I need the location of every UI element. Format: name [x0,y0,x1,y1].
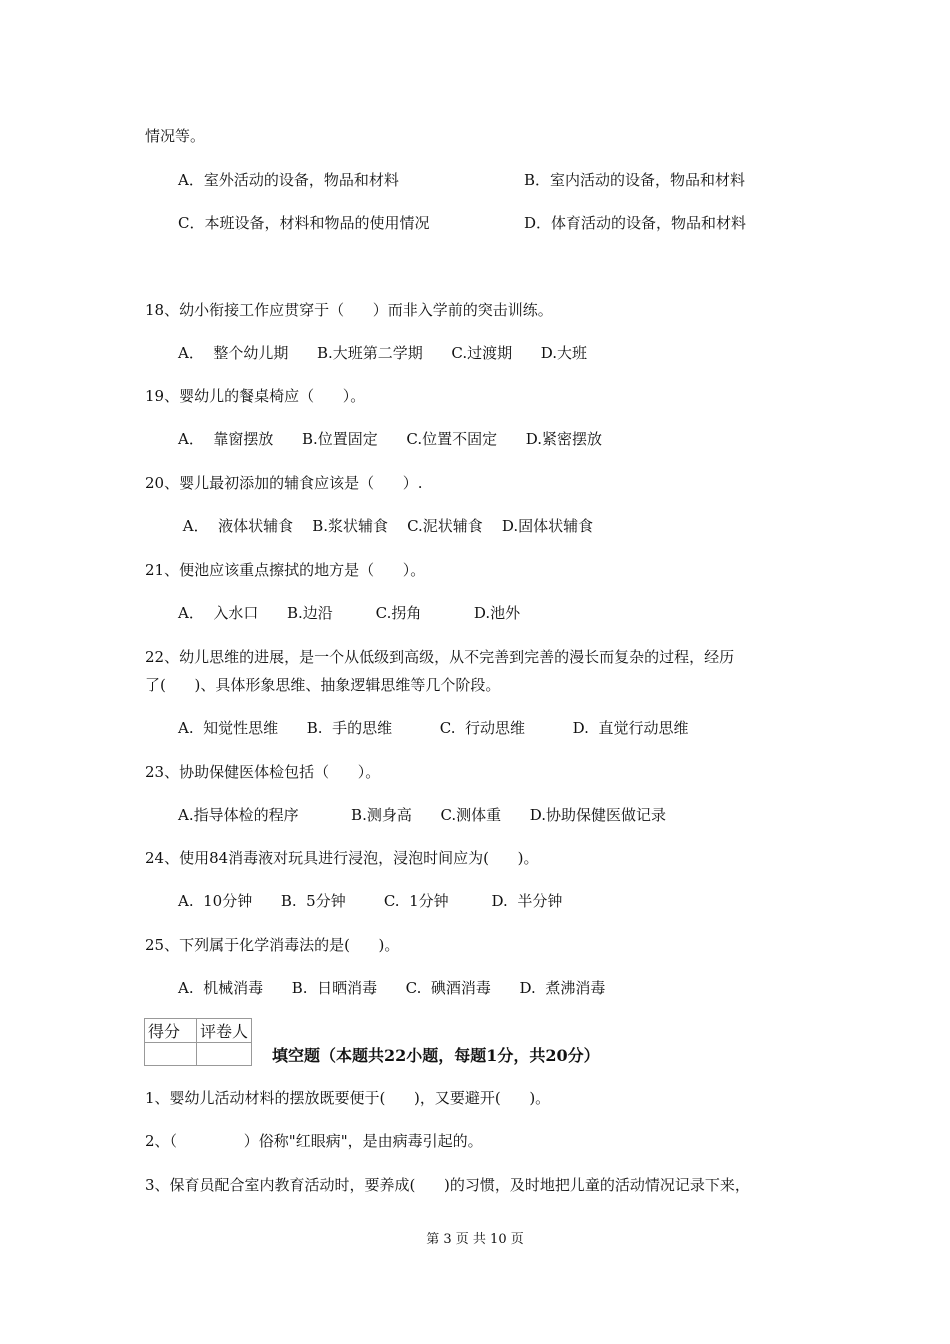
q19-options: A． 靠窗摆放 B.位置固定 C.位置不固定 D.紧密摆放 [178,430,602,448]
q17-option-c: C．本班设备，材料和物品的使用情况 [178,214,430,232]
q23-options: A.指导体检的程序 B.测身高 C.测体重 D.协助保健医做记录 [178,806,667,824]
section-title: 填空题（本题共22小题，每题1分，共20分） [272,1046,600,1065]
score-cell [145,1043,197,1066]
question-22-line-2: 了( )、具体形象思维、抽象逻辑思维等几个阶段。 [145,676,501,694]
q17-option-a: A．室外活动的设备，物品和材料 [178,171,399,189]
q24-options: A. 10分钟 B. 5分钟 C. 1分钟 D. 半分钟 [178,892,563,910]
score-label: 得分 [145,1019,197,1043]
q21-options: A． 入水口 B.边沿 C.拐角 D.池外 [178,604,521,622]
question-24: 24、使用84消毒液对玩具进行浸泡，浸泡时间应为( )。 [145,849,539,867]
question-19: 19、婴幼儿的餐桌椅应（ ）。 [145,387,366,405]
question-23: 23、协助保健医体检包括（ ）。 [145,763,381,781]
question-22-line-1: 22、幼儿思维的进展，是一个从低级到高级，从不完善到完善的漫长而复杂的过程，经历 [145,648,735,666]
grader-label: 评卷人 [196,1019,251,1043]
q18-options: A． 整个幼儿期 B.大班第二学期 C.过渡期 D.大班 [178,344,587,362]
fill-question-2: 2、（ ）俗称"红眼病"，是由病毒引起的。 [145,1132,483,1150]
q25-options: A. 机械消毒 B. 日晒消毒 C. 碘酒消毒 D. 煮沸消毒 [178,979,606,997]
question-21: 21、便池应该重点擦拭的地方是（ ）。 [145,561,426,579]
page-footer: 第 3 页 共 10 页 [426,1232,524,1247]
question-17-continuation: 情况等。 [145,127,206,145]
score-box [144,1018,252,1066]
q17-option-d: D．体育活动的设备，物品和材料 [524,214,747,232]
q20-options: A． 液体状辅食 B.浆状辅食 C.泥状辅食 D.固体状辅食 [178,517,594,535]
question-20: 20、婴儿最初添加的辅食应该是（ ）. [145,474,423,492]
fill-question-3: 3、保育员配合室内教育活动时，要养成( )的习惯，及时地把儿童的活动情况记录下来， [145,1176,750,1194]
grader-cell [196,1043,251,1066]
q17-option-b: B．室内活动的设备，物品和材料 [524,171,746,189]
question-25: 25、下列属于化学消毒法的是( )。 [145,936,400,954]
question-18: 18、幼小衔接工作应贯穿于（ ）而非入学前的突击训练。 [145,301,553,319]
q22-options: A. 知觉性思维 B. 手的思维 C. 行动思维 D. 直觉行动思维 [178,719,689,737]
fill-question-1: 1、婴幼儿活动材料的摆放既要便于( )，又要避开( )。 [145,1089,551,1107]
